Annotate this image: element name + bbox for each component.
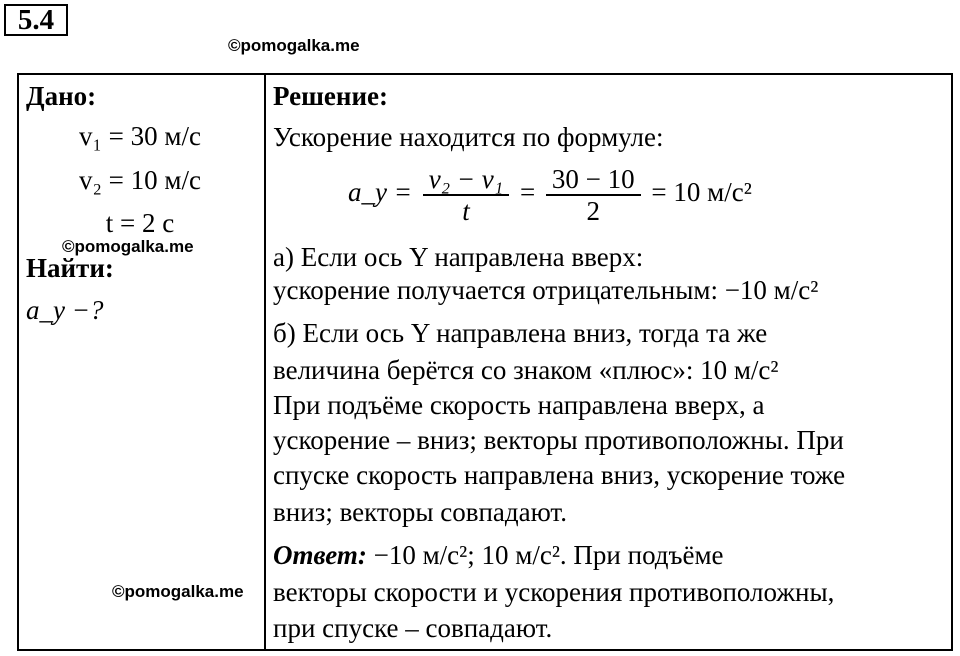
watermark: ©pomogalka.me	[62, 237, 194, 256]
solution-line: величина берётся со знаком «плюс»: 10 м/с²	[273, 355, 779, 385]
solution-line: ускорение – вниз; векторы противоположны. При	[273, 425, 844, 455]
column-divider	[264, 73, 266, 651]
denominator: 2	[586, 195, 601, 226]
solution-line: вниз; векторы совпадают.	[273, 497, 567, 527]
solution-line: ускорение получается отрицательным: −10 м/с²	[273, 275, 819, 305]
find-heading: Найти:	[26, 253, 114, 283]
formula-result: = 10 м/с²	[651, 177, 752, 207]
fraction	[423, 164, 509, 226]
problem-number: 5.4	[4, 4, 68, 36]
find-value: a_y −?	[26, 295, 104, 325]
given-heading: Дано:	[26, 81, 97, 111]
given-line: v₂ = 10 м/с	[79, 165, 201, 195]
answer-line: векторы скорости и ускорения противоположны,	[273, 577, 835, 607]
watermark: ©pomogalka.me	[228, 36, 360, 55]
answer-text: −10 м/с²; 10 м/с². При подъёме	[373, 540, 724, 570]
denominator: t	[462, 195, 470, 226]
solution-line: При подъёме скорость направлена вверх, а	[273, 390, 765, 420]
formula: a_y = $\frac{\text{v₂ − v₁}}{t}$ = $\frac{30 - 10}{2}$ = 10 м/с²	[348, 163, 752, 226]
answer-line	[273, 539, 724, 571]
solution-line: б) Если ось Y направлена вниз, тогда та же	[273, 318, 768, 348]
solution-intro: Ускорение находится по формуле:	[273, 122, 664, 152]
numerator: v₂ − v₁	[423, 164, 509, 196]
given-line: v₁ = 30 м/с	[79, 121, 201, 151]
solution-line: спуске скорость направлена вниз, ускорение тоже	[273, 460, 846, 490]
solution-heading: Решение:	[273, 81, 388, 111]
answer-line: при спуске – совпадают.	[273, 613, 553, 643]
numerator: 30 − 10	[546, 164, 641, 196]
solution-line: а) Если ось Y направлена вверх:	[273, 242, 644, 272]
formula-lhs: a_y =	[348, 177, 412, 207]
given-line: t = 2 с	[105, 208, 175, 238]
answer-label: Ответ:	[273, 540, 367, 570]
watermark: ©pomogalka.me	[112, 582, 244, 601]
fraction	[546, 164, 641, 226]
